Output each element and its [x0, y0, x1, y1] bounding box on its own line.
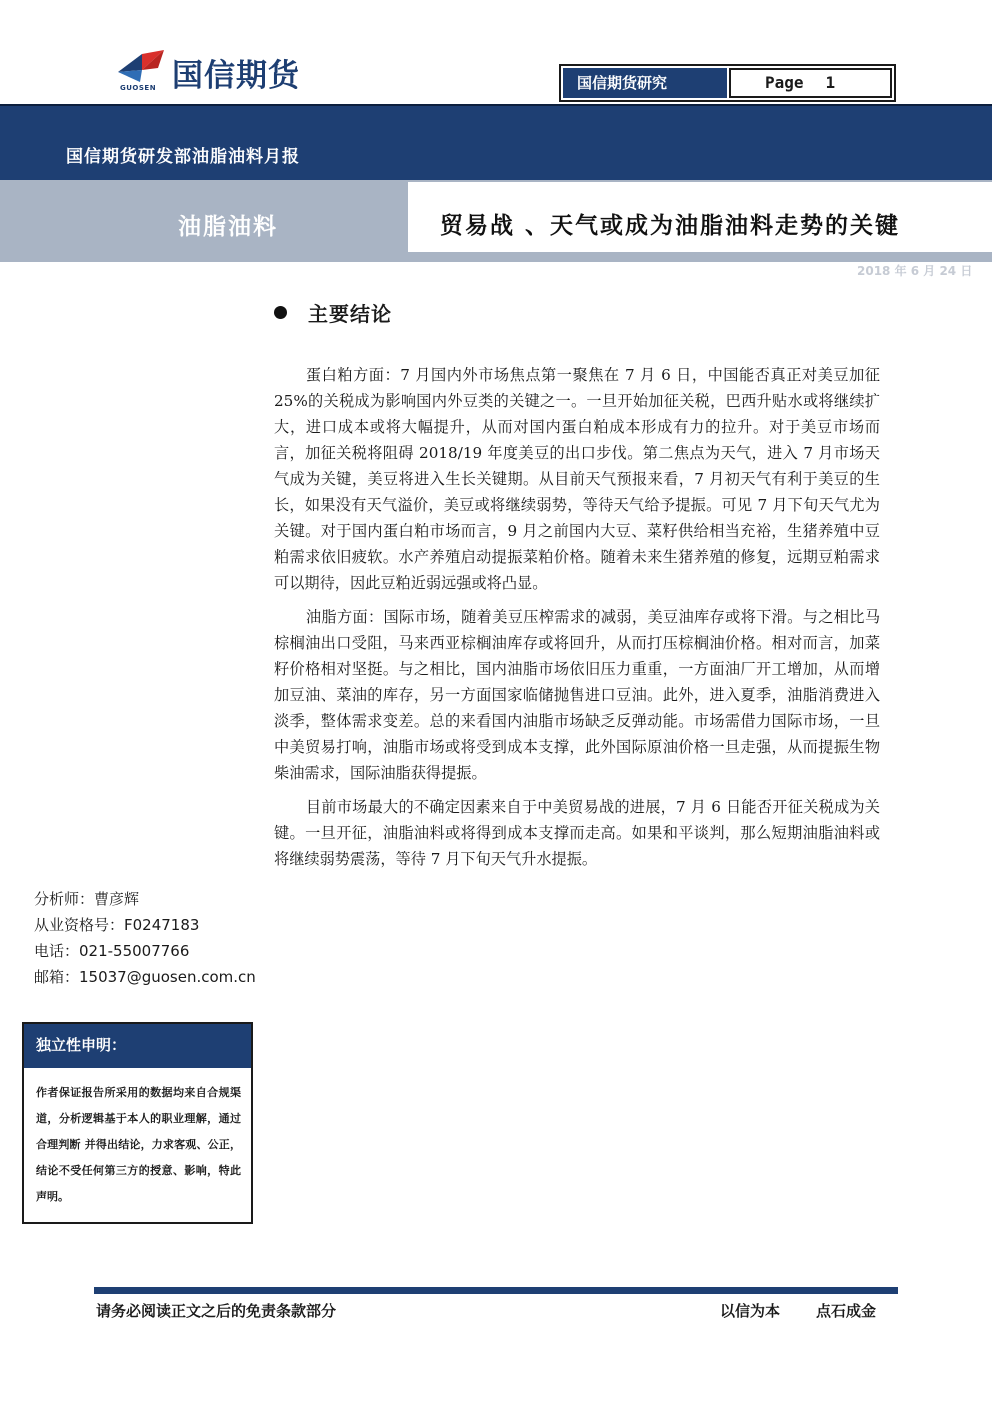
- analyst-info: [34, 886, 264, 990]
- paragraph-protein-meal: 蛋白粕方面：7 月国内外市场焦点第一聚焦在 7 月 6 日，中国能否真正对美豆加征 25%的关税成为影响国内外豆类的关键之一。一旦开始加征关税，巴西升贴水或将继续扩大，进口成本或将大幅提升，从而对国内蛋白粕成本形成有力的拉升。对于美豆市场而言，加征关税将阻碍 2018/19 年度美豆的出口步伐。第二焦点为天气，进入 7 月市场天气成为关键，美豆将进入生长关键期。从目前天气预报来看，7 月初天气有利于美豆的生长，如果没有天气溢价，美豆或将继续弱势，等待天气给予提振。可见 7 月下旬天气尤为关键。对于国内蛋白粕市场而言，9 月之前国内大豆、菜籽供给相当充裕，生猪养殖中豆粕需求依旧疲软。水产养殖启动提振菜粕价格。随着未来生猪养殖的修复，远期豆粕需求可以期待，因此豆粕近弱远强或将凸显。: [274, 366, 880, 592]
- statement-title: 独立性申明：: [24, 1024, 251, 1068]
- main-body: [274, 362, 880, 880]
- page-label: Page: [765, 73, 804, 92]
- report-date: 2018 年 6 月 24 日: [857, 264, 973, 278]
- report-title: 国信期货研发部油脂油料月报: [66, 147, 300, 167]
- company-logo: [116, 48, 356, 94]
- independence-statement: [22, 1022, 253, 1224]
- analyst-phone: 电话：021-55007766: [34, 942, 190, 960]
- brand-name: 国信期货: [172, 58, 300, 94]
- footer-divider: [94, 1287, 898, 1294]
- slogan-1: 以信为本: [720, 1302, 781, 1320]
- paragraph-outlook: 目前市场最大的不确定因素来自于中美贸易战的进展，7 月 6 日能否开征关税成为关键。一旦开征，油脂油料或将得到成本支撑而走高。如果和平谈判，那么短期油脂油料或将继续弱势震荡，等待 7 月下旬天气升水提振。: [274, 798, 880, 868]
- section-title: 主要结论: [308, 302, 392, 326]
- date-band: [408, 252, 992, 262]
- bullet-icon: [274, 306, 287, 319]
- footer-disclaimer: 请务必阅读正文之后的免责条款部分: [96, 1302, 337, 1320]
- brand-sub: GUOSEN: [120, 84, 157, 92]
- analyst-name: 分析师：曹彦辉: [34, 890, 140, 908]
- analyst-license: 从业资格号：F0247183: [34, 916, 200, 934]
- footer-slogan: [720, 1300, 876, 1321]
- date-bar: [0, 262, 992, 274]
- slogan-2: 点石成金: [816, 1302, 877, 1320]
- research-label: 国信期货研究: [563, 68, 727, 98]
- page-number: 1: [825, 73, 836, 92]
- paragraph-oils: 油脂方面：国际市场，随着美豆压榨需求的减弱，美豆油库存或将下滑。与之相比马棕榈油出口受阻，马来西亚棕榈油库存或将回升，从而打压棕榈油价格。相对而言，加菜籽价格相对坚挺。与之相比，国内油脂市场依旧压力重重，一方面油厂开工增加，从而增加豆油、菜油的库存，另一方面国家临储抛售进口豆油。此外，进入夏季，油脂消费进入淡季，整体需求变差。总的来看国内油脂市场缺乏反弹动能。市场需借力国际市场，一旦中美贸易打响，油脂市场或将受到成本支撑，此外国际原油价格一旦走强，从而提振生物柴油需求，国际油脂获得提振。: [274, 608, 880, 782]
- research-page-box: [559, 64, 896, 102]
- statement-body: 作者保证报告所采用的数据均来自合规渠道，分析逻辑基于本人的职业理解，通过合理判断 并得出结论，力求客观、公正，结论不受任何第三方的授意、影响，特此声明。: [36, 1086, 241, 1203]
- category-band: [0, 180, 408, 262]
- page-indicator: [729, 68, 892, 98]
- analyst-email: 邮箱：15037@guosen.com.cn: [34, 968, 256, 986]
- category-label: 油脂油料: [178, 214, 278, 240]
- report-title-band: [0, 104, 992, 180]
- headline-band: [408, 180, 992, 252]
- headline: 贸易战 、天气或成为油脂油料走势的关键: [440, 213, 901, 239]
